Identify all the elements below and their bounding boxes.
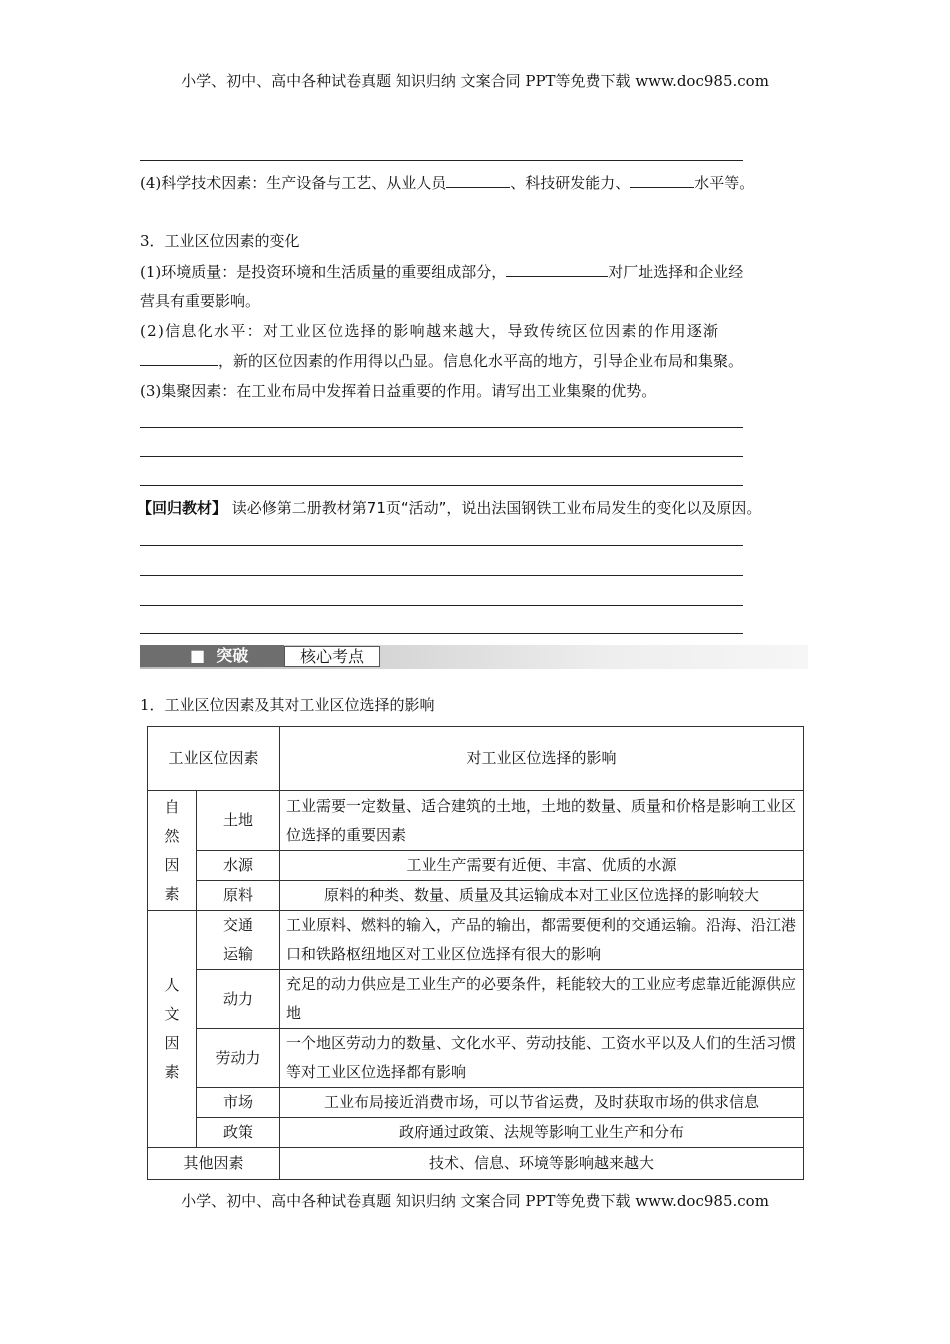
page-footer: 小学、初中、高中各种试卷真题 知识归纳 文案合同 PPT等免费下载 www.doc985.com	[181, 1192, 769, 1210]
influence: 原料的种类、数量、质量及其运输成本对工业区位选择的影响较大	[280, 881, 804, 911]
factor: 土地	[197, 791, 280, 851]
answer-line	[140, 605, 743, 606]
factor: 水源	[197, 851, 280, 881]
th-influence: 对工业区位选择的影响	[280, 727, 804, 791]
page-header: 小学、初中、高中各种试卷真题 知识归纳 文案合同 PPT等免费下载 www.doc985.com	[181, 72, 769, 90]
para-3: (3)集聚因素：在工业布局中发挥着日益重要的作用。请写出工业集聚的优势。	[140, 382, 657, 400]
para-2: (2)信息化水平：对工业区位选择的影响越来越大，导致传统区位因素的作用逐渐	[140, 322, 720, 340]
answer-line	[140, 456, 743, 457]
answer-line	[140, 633, 743, 634]
influence: 工业需要一定数量、适合建筑的土地，土地的数量、质量和价格是影响工业区位选择的重要因素	[280, 791, 804, 851]
answer-line	[140, 427, 743, 428]
factor: 劳动力	[197, 1029, 280, 1088]
para-1: (1)环境质量：是投资环境和生活质量的重要组成部分， 对厂址选择和企业经	[140, 263, 744, 281]
banner-left: ■ 突破	[140, 645, 284, 667]
group-natural: 自然因素	[148, 791, 197, 911]
factor-other: 其他因素	[148, 1148, 280, 1180]
influence: 工业生产需要有近便、丰富、优质的水源	[280, 851, 804, 881]
influence: 工业布局接近消费市场，可以节省运费，及时获取市场的供求信息	[280, 1088, 804, 1118]
influence: 一个地区劳动力的数量、文化水平、劳动技能、工资水平以及人们的生活习惯等对工业区位选择都有影响	[280, 1029, 804, 1088]
section-1-title: 1．工业区位因素及其对工业区位选择的影响	[140, 696, 435, 714]
influence: 技术、信息、环境等影响越来越大	[280, 1148, 804, 1180]
answer-line	[140, 485, 743, 486]
textbook-prompt: 【回归教材】 读必修第二册教材第71页“活动”，说出法国钢铁工业布局发生的变化以及原因。	[137, 499, 762, 517]
para-1-cont: 营具有重要影响。	[140, 292, 261, 310]
answer-line	[140, 160, 743, 161]
section-banner	[140, 645, 808, 669]
influence: 充足的动力供应是工业生产的必要条件，耗能较大的工业应考虑靠近能源供应地	[280, 970, 804, 1029]
answer-line	[140, 575, 743, 576]
influence: 工业原料、燃料的输入，产品的输出，都需要便利的交通运输。沿海、沿江港口和铁路枢纽地区对工业区位选择有很大的影响	[280, 911, 804, 970]
factor-table	[147, 726, 804, 1180]
group-human: 人文因素	[148, 911, 197, 1148]
item-4: (4)科学技术因素：生产设备与工艺、从业人员 、科技研发能力、 水平等。	[140, 174, 755, 192]
factor: 动力	[197, 970, 280, 1029]
influence: 政府通过政策、法规等影响工业生产和分布	[280, 1118, 804, 1148]
answer-line	[140, 545, 743, 546]
para-2-cont: ，新的区位因素的作用得以凸显。信息化水平高的地方，引导企业布局和集聚。	[140, 351, 743, 371]
factor: 原料	[197, 881, 280, 911]
th-factor: 工业区位因素	[148, 727, 280, 791]
banner-right: 核心考点	[284, 646, 380, 667]
factor: 市场	[197, 1088, 280, 1118]
factor: 交通运输	[197, 911, 280, 970]
section-3-title: 3．工业区位因素的变化	[140, 232, 300, 250]
factor: 政策	[197, 1118, 280, 1148]
